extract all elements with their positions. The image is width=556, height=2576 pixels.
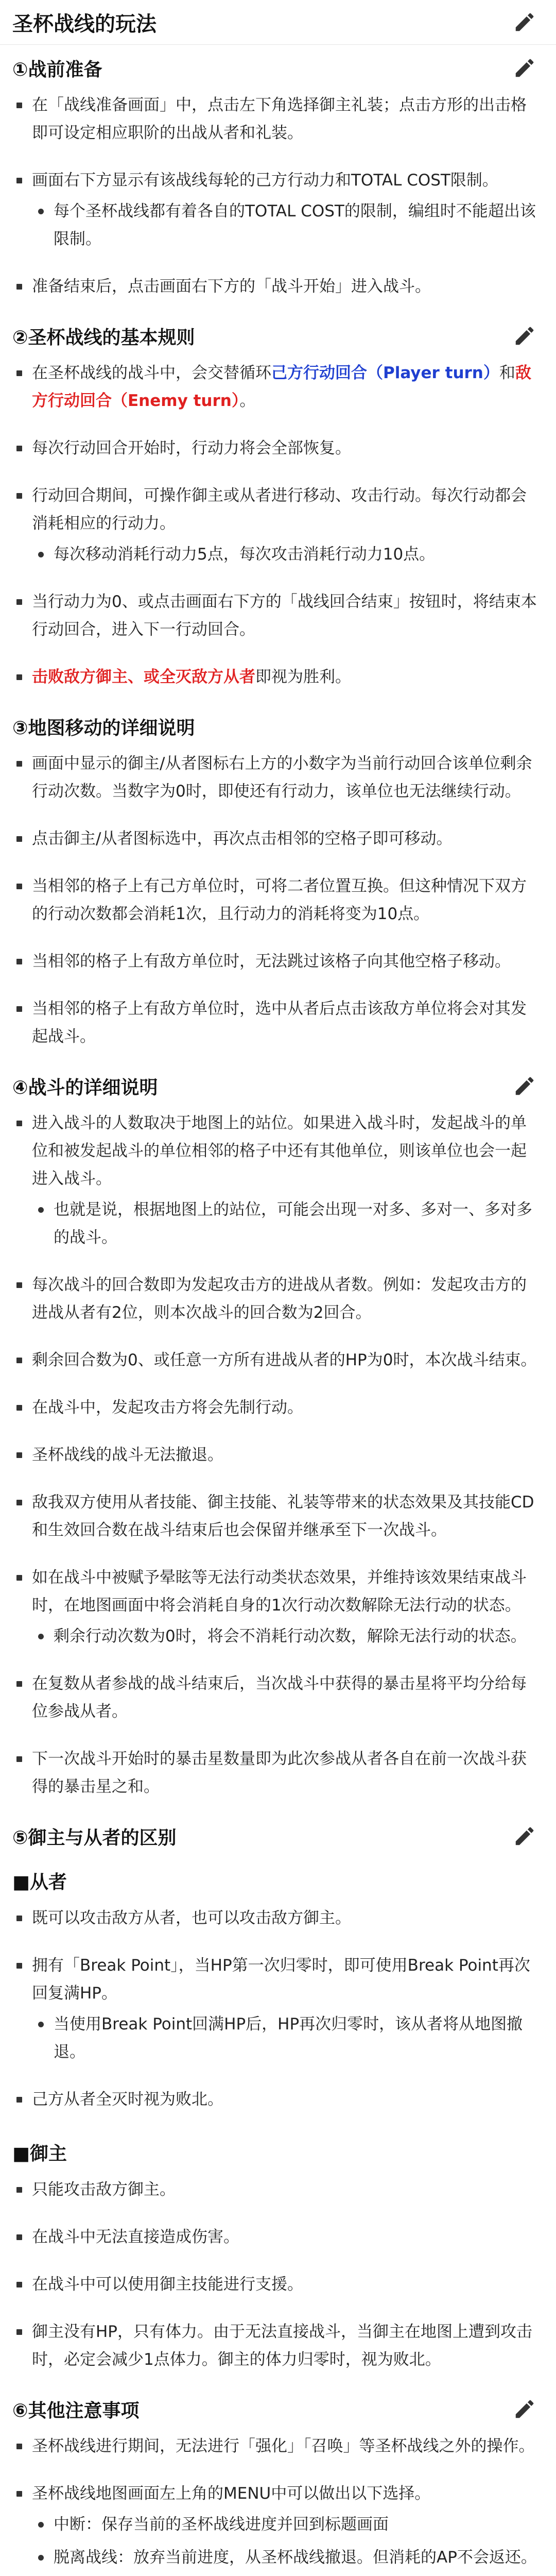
list-item: 在战斗中无法直接造成伤害。 [12,2223,542,2251]
section-title: ②圣杯战线的基本规则 [12,327,195,348]
list-item: 敌我双方使用从者技能、御主技能、礼装等带来的状态效果及其技能CD和生效回合数在战斗结束后也会保留并继承至下一次战斗。 [12,1488,542,1544]
list-item [12,2480,542,2576]
sub-list-item: 每个圣杯战线都有着各自的TOTAL COST的限制，编组时不能超出该限制。 [32,197,542,253]
section-title: ⑥其他注意事项 [12,2400,140,2421]
sub-list [32,540,542,568]
pencil-edit-icon[interactable] [513,10,536,34]
list-item: 点击御主/从者图标选中，再次点击相邻的空格子即可移动。 [12,825,542,853]
text: 在圣杯战线的战斗中，会交替循环 [32,364,271,382]
list-item [12,1109,542,1251]
pencil-edit-icon[interactable] [513,1824,536,1848]
section-header-battle-details [0,1070,556,1102]
servant-list [0,1904,556,2113]
section-header-map-movement [0,710,556,742]
list-item: 圣杯战线进行期间，无法进行「强化」「召唤」等圣杯战线之外的操作。 [12,2432,542,2460]
list-item: 既可以攻击敌方从者，也可以攻击敌方御主。 [12,1904,542,1932]
list-item [12,359,542,415]
section-list [0,2432,556,2576]
sub-list [32,1196,542,1251]
section-title: ①战前准备 [12,59,102,80]
master-subheading: ■御主 [12,2143,67,2164]
list-item: 当相邻的格子上有敌方单位时，选中从者后点击该敌方单位将会对其发起战斗。 [12,995,542,1050]
section-header-master-servant [0,1820,556,1852]
sub-list [32,2511,542,2576]
defeat-condition-item: 己方从者全灭时视为败北。 [12,2086,542,2113]
list-item: 画面中显示的御主/从者图标右上方的小数字为当前行动回合该单位剩余行动次数。当数字为0时，即使还有行动力，该单位也无法继续行动。 [12,750,542,805]
list-item: 当相邻的格子上有敌方单位时，无法跳过该格子向其他空格子移动。 [12,947,542,975]
player-turn-text: 己方行动回合（Player turn） [271,364,499,382]
text: 即视为胜利。 [255,668,351,686]
pencil-edit-icon[interactable] [513,324,536,348]
pencil-edit-icon[interactable] [513,2397,536,2421]
list-item: 剩余回合数为0、或任意一方所有进战从者的HP为0时，本次战斗结束。 [12,1346,542,1374]
sub-list-item: 当使用Break Point回满HP后，HP再次归零时，该从者将从地图撤退。 [32,2010,542,2066]
list-item-text: 如在战斗中被赋予晕眩等无法行动类状态效果，并维持该效果结束战斗时，在地图画面中将会消耗自身的1次行动次数解除无法行动的状态。 [32,1568,527,1615]
sub-list-item: 剩余行动次数为0时，将会不消耗行动次数，解除无法行动的状态。 [32,1622,542,1650]
section-title: ③地图移动的详细说明 [12,717,195,739]
list-item: 在战斗中，发起攻击方将会先制行动。 [12,1394,542,1421]
section-header-preparation [0,52,556,84]
pencil-edit-icon[interactable] [513,1074,536,1098]
page-header [0,0,556,45]
victory-condition-text: 击败敌方御主、或全灭敌方从者 [32,668,255,686]
list-item-text: 圣杯战线地图画面左上角的MENU中可以做出以下选择。 [32,2484,431,2503]
list-item: 在复数从者参战的战斗结束后，当次战斗中获得的暴击星将平均分给每位参战从者。 [12,1670,542,1725]
page-title: 圣杯战线的玩法 [12,12,157,36]
list-item-text: 进入战斗的人数取决于地图上的站位。如果进入战斗时，发起战斗的单位和被发起战斗的单位相邻的格子中还有其他单位，则该单位也会一起进入战斗。 [32,1114,527,1188]
section-title: ⑤御主与从者的区别 [12,1827,177,1849]
list-item: 当相邻的格子上有己方单位时，可将二者位置互换。但这种情况下双方的行动次数都会消耗1次，且行动力的消耗将变为10点。 [12,872,542,928]
text: 和 [499,364,515,382]
list-item: 在「战线准备画面」中，点击左下角选择御主礼装；点击方形的出击格即可设定相应职阶的出战从者和礼装。 [12,91,542,147]
master-stamina-item: 御主没有HP，只有体力。由于无法直接战斗，当御主在地图上遭到攻击时，必定会减少1点体力。御主的体力归零时，视为败北。 [12,2318,542,2374]
text: 。 [239,392,256,410]
list-item: 每次行动回合开始时，行动力将会全部恢复。 [12,434,542,462]
sub-list-item: 每次移动消耗行动力5点，每次攻击消耗行动力10点。 [32,540,542,568]
section-list [0,91,556,300]
sub-list-item: 脱离战线：放弃当前进度，从圣杯战线撤退。但消耗的AP不会返还。 [32,2544,542,2571]
section-list [0,1109,556,1801]
sub-list [32,197,542,253]
sub-list [32,2010,542,2066]
sub-list [32,1622,542,1650]
section-list [0,750,556,1050]
list-item: 下一次战斗开始时的暴击星数量即为此次参战从者各自在前一次战斗获得的暴击星之和。 [12,1745,542,1801]
list-item [12,1564,542,1650]
list-item-text: 画面右下方显示有该战线每轮的己方行动力和TOTAL COST限制。 [32,171,498,190]
sub-list-item: 也就是说，根据地图上的站位，可能会出现一对多、多对一、多对多的战斗。 [32,1196,542,1251]
list-item: 准备结束后，点击画面右下方的「战斗开始」进入战斗。 [12,273,542,300]
master-list [0,2176,556,2374]
enemy-turn-text: 敌方行动回合（Enemy turn） [32,364,531,410]
list-item-text: 行动回合期间，可操作御主或从者进行移动、攻击行动。每次行动都会消耗相应的行动力。 [32,486,527,533]
pencil-edit-icon[interactable] [513,56,536,80]
list-item [12,482,542,568]
section-header-basic-rules [0,320,556,352]
section-title: ④战斗的详细说明 [12,1077,158,1098]
list-item [12,166,542,253]
sub-list-item: 中断：保存当前的圣杯战线进度并回到标题画面 [32,2511,542,2538]
section-list [0,359,556,691]
list-item: 当行动力为0、或点击画面右下方的「战线回合结束」按钮时，将结束本行动回合，进入下一行动回合。 [12,588,542,643]
list-item: 圣杯战线的战斗无法撤退。 [12,1441,542,1469]
servant-subheading: ■从者 [12,1872,67,1893]
list-item [12,663,542,691]
list-item: 只能攻击敌方御主。 [12,2176,542,2204]
section-header-other-notes [0,2393,556,2425]
list-item: 在战斗中可以使用御主技能进行支援。 [12,2270,542,2298]
list-item: 每次战斗的回合数即为发起攻击方的进战从者数。例如：发起攻击方的进战从者有2位，则本次战斗的回合数为2回合。 [12,1271,542,1327]
list-item [12,1952,542,2066]
list-item-text: 拥有「Break Point」，当HP第一次归零时，即可使用Break Point再次回复满HP。 [32,1956,530,2003]
